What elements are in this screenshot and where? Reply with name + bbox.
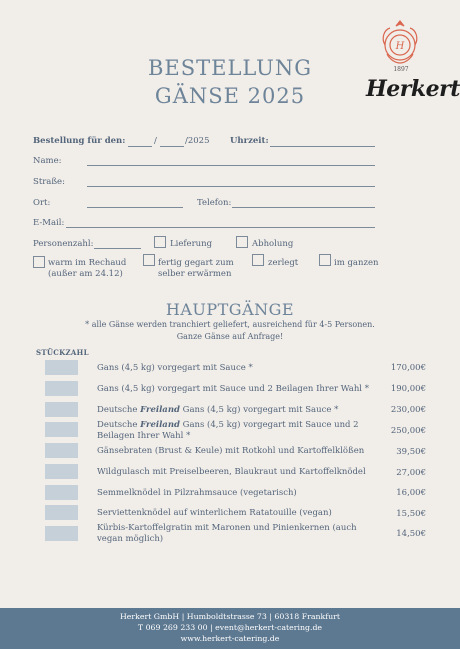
logo-year: 1897 [393,66,409,73]
name-label: Name: [33,156,62,166]
footer-contact: T 069 269 233 00 | event@herkert-catering.de [137,623,323,632]
logo-wordmark: Herkert [366,76,460,102]
qty-field[interactable] [45,381,78,396]
item-price: 14,50€ [396,529,426,539]
qty-field[interactable] [45,422,78,437]
item-name: Serviettenknödel auf winterlichem Ratatouille (vegan) [97,508,332,518]
item-price: 16,00€ [396,488,426,498]
name-field[interactable] [87,165,375,166]
city-field[interactable] [87,207,183,208]
persons-label: Personenzahl: [33,239,94,249]
item-price: 27,00€ [396,468,426,478]
qty-field[interactable] [45,526,78,541]
item-name: Deutsche Freiland Gans (4,5 kg) vorgegart mit Sauce und 2 Beilagen Ihrer Wahl * [97,420,359,441]
time-field[interactable] [270,146,375,147]
item-name: Wildgulasch mit Preiselbeeren, Blaukraut und Kartoffelknödel [97,467,366,477]
item-name: Gans (4,5 kg) vorgegart mit Sauce und 2 Beilagen Ihrer Wahl * [97,384,369,394]
item-name: Gans (4,5 kg) vorgegart mit Sauce * [97,363,253,373]
warm-label-1: warm im Rechaud [48,258,127,268]
item-price: 170,00€ [390,363,426,373]
warm-checkbox[interactable] [33,256,45,268]
cooked-label-1: fertig gegart zum [158,258,234,268]
footer [0,608,460,649]
carved-checkbox[interactable] [252,254,264,266]
mains-note-1: * alle Gänse werden tranchiert geliefert, ausreichend für 4-5 Personen. [85,320,375,329]
cooked-checkbox[interactable] [143,254,155,266]
item-name: Gänsebraten (Brust & Keule) mit Rotkohl und Kartoffelklößen [97,446,365,456]
street-label: Straße: [33,177,65,187]
item-price: 15,50€ [396,509,426,519]
qty-field[interactable] [45,485,78,500]
date-month-field[interactable] [160,146,184,147]
email-label: E-Mail: [33,218,65,228]
delivery-checkbox[interactable] [154,236,166,248]
phone-label: Telefon: [197,198,232,208]
mains-note-2: Ganze Gänse auf Anfrage! [176,332,284,341]
pickup-checkbox[interactable] [236,236,248,248]
qty-field[interactable] [45,464,78,479]
pickup-label: Abholung [252,239,294,249]
qty-header: STÜCKZAHL [36,348,89,357]
item-price: 230,00€ [390,405,426,415]
order-for-label: Bestellung für den: [33,136,126,146]
item-price: 190,00€ [390,384,426,394]
date-day-field[interactable] [128,146,152,147]
qty-field[interactable] [45,443,78,458]
svg-text:H: H [395,41,405,52]
item-price: 39,50€ [396,447,426,457]
qty-field[interactable] [45,505,78,520]
date-separator: / [154,136,157,146]
delivery-label: Lieferung [170,239,213,249]
footer-website-link[interactable]: www.herkert-catering.de [180,634,280,643]
time-label: Uhrzeit: [230,136,269,146]
city-label: Ort: [33,198,51,208]
cooked-label-2: selber erwärmen [158,269,232,279]
title-line-2: GÄNSE 2025 [154,84,306,108]
phone-field[interactable] [232,207,375,208]
carved-label: zerlegt [268,258,299,268]
item-name: Semmelknödel in Pilzrahmsauce (vegetarisch) [97,488,297,498]
qty-field[interactable] [45,360,78,375]
email-field[interactable] [66,227,375,228]
date-year-label: /2025 [185,136,210,146]
mains-heading: HAUPTGÄNGE [165,300,295,319]
qty-field[interactable] [45,402,78,417]
persons-field[interactable] [94,248,141,249]
item-price: 250,00€ [390,426,426,436]
street-field[interactable] [87,186,375,187]
footer-address: Herkert GmbH | Humboldtstrasse 73 | 60318 Frankfurt [119,612,341,621]
whole-label: im ganzen [334,258,379,268]
title-line-1: BESTELLUNG [147,56,313,80]
item-name: Kürbis-Kartoffelgratin mit Maronen und Pinienkernen (auch vegan möglich) [97,523,357,544]
warm-label-2: (außer am 24.12) [48,269,123,279]
whole-checkbox[interactable] [319,254,331,266]
item-name: Deutsche Freiland Gans (4,5 kg) vorgegart mit Sauce * [97,405,339,415]
